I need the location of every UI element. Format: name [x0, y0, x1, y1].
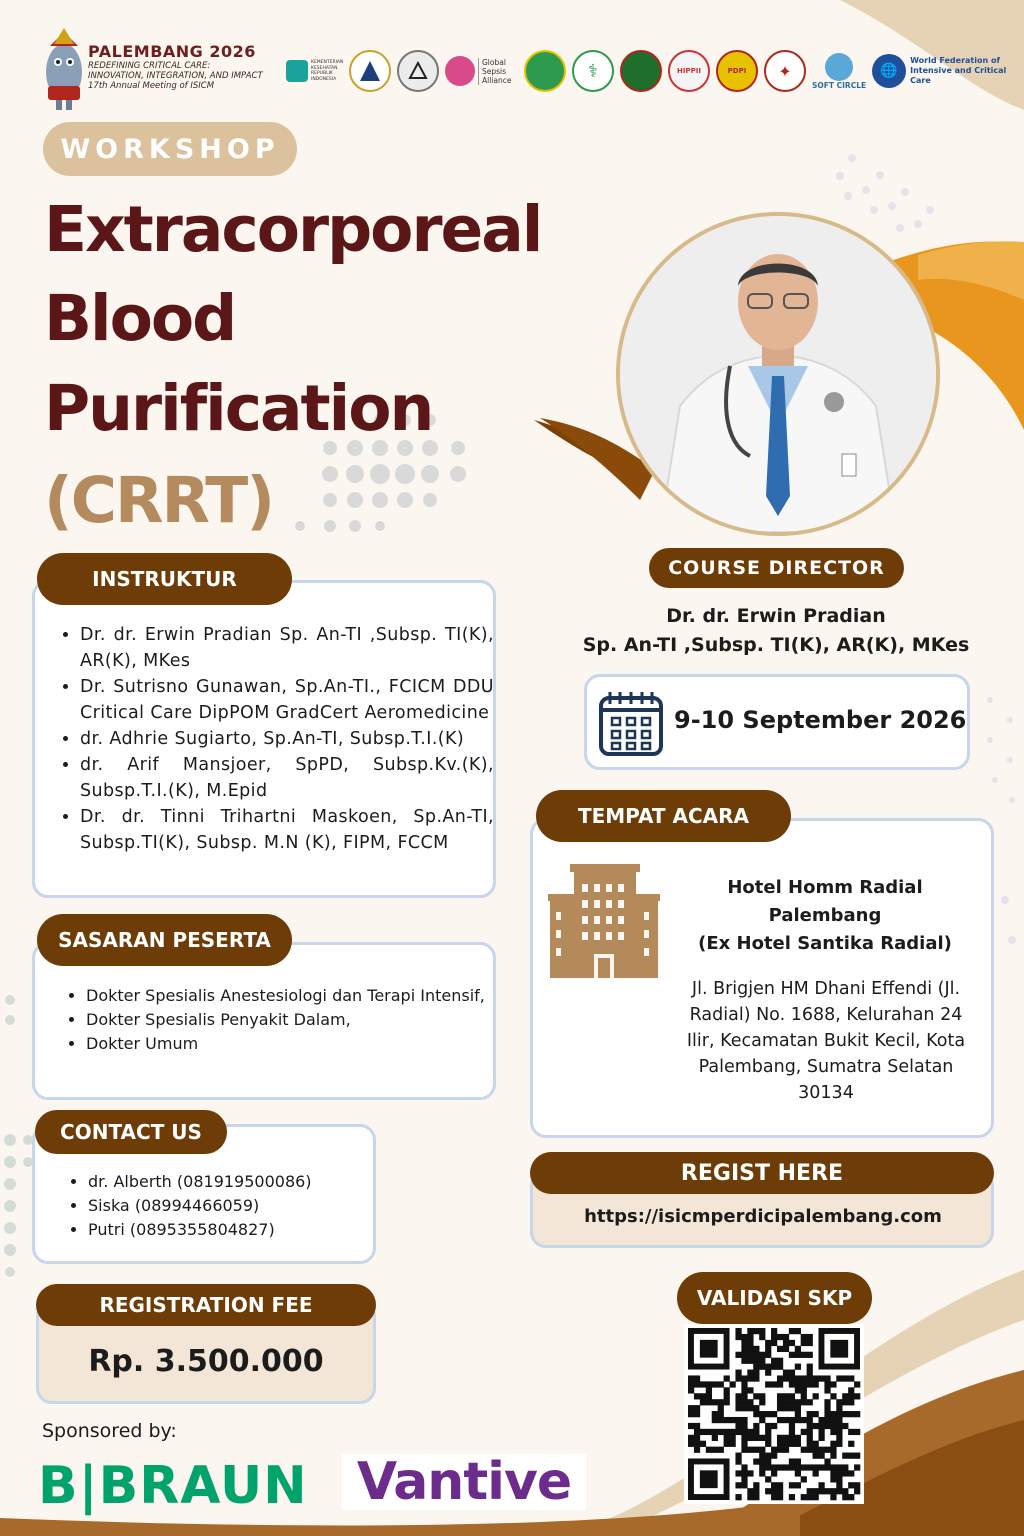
qr-code-image	[684, 1324, 864, 1504]
sasaran-tab: SASARAN PESERTA	[37, 914, 292, 966]
contact-item[interactable]: • Siska (08994466059)	[88, 1194, 388, 1218]
event-logo	[88, 42, 278, 91]
mascot-logo	[40, 26, 88, 112]
contact-tab: CONTACT US	[35, 1110, 227, 1154]
list-item: • Dokter Spesialis Penyakit Dalam,	[86, 1008, 506, 1032]
qr-code[interactable]	[684, 1324, 864, 1504]
title-line-4: (CRRT)	[44, 464, 273, 537]
validasi-skp-tab: VALIDASI SKP	[677, 1272, 872, 1324]
instruktur-list	[58, 622, 494, 856]
venue-name: Hotel Homm Radial Palembang (Ex Hotel Santika Radial)	[698, 877, 952, 954]
regist-link[interactable]: https://isicmperdicipalembang.com	[584, 1206, 942, 1227]
list-item: • Dr. Sutrisno Gunawan, Sp.An-TI., FCICM DDU Critical Care DipPOM GradCert Aeromedicine	[80, 674, 494, 726]
sasaran-list	[64, 984, 506, 1056]
list-item: • dr. Adhrie Sugiarto, Sp.An-TI, Subsp.T.I.(K)	[80, 726, 494, 752]
fee-tab: REGISTRATION FEE	[36, 1284, 376, 1326]
instruktur-tab: INSTRUKTUR	[37, 553, 292, 605]
title-line-2: Blood	[44, 282, 236, 355]
event-name: PALEMBANG 2026	[88, 42, 256, 61]
title-line-1: Extracorporeal	[44, 193, 542, 266]
vantive-logo: Vantive	[342, 1454, 586, 1510]
association-logo-2: ⚕	[572, 50, 614, 92]
list-item: • dr. Arif Mansjoer, SpPD, Subsp.Kv.(K), Subsp.T.I.(K), M.Epid	[80, 752, 494, 804]
association-logo-1	[524, 50, 566, 92]
course-director-tab: COURSE DIRECTOR	[649, 548, 904, 588]
venue-tab: TEMPAT ACARA	[536, 790, 791, 842]
event-tagline-2: INNOVATION, INTEGRATION, AND IMPACT	[88, 71, 263, 81]
list-item: • Dr. dr. Tinni Trihartni Maskoen, Sp.An-TI, Subsp.TI(K), Subsp. M.N (K), FIPM, FCCM	[80, 804, 494, 856]
event-tagline-1: REDEFINING CRITICAL CARE:	[88, 61, 211, 71]
association-logo-4: ✦	[764, 50, 806, 92]
hotel-building-icon	[548, 864, 660, 978]
list-item: • Dokter Spesialis Anestesiologi dan Terapi Intensif,	[86, 984, 506, 1008]
list-item: • Dr. dr. Erwin Pradian Sp. An-TI ,Subsp. TI(K), AR(K), MKes	[80, 622, 494, 674]
fee-amount: Rp. 3.500.000	[88, 1344, 324, 1379]
regist-tab: REGIST HERE	[530, 1152, 994, 1194]
event-date: 9-10 September 2026	[674, 706, 967, 734]
soft-circle-logo: SOFT CIRCLE	[812, 53, 866, 90]
society-logo	[397, 50, 439, 92]
hipperi-logo: HIPPII	[668, 50, 710, 92]
association-logo-3	[620, 50, 662, 92]
contact-item[interactable]: • Putri (0895355804827)	[88, 1218, 388, 1242]
workshop-label: WORKSHOP	[43, 122, 297, 176]
event-meeting: 17th Annual Meeting of ISICM	[88, 81, 215, 91]
calendar-icon	[598, 688, 664, 758]
venue-address: Jl. Brigjen HM Dhani Effendi (Jl. Radial) No. 1688, Kelurahan 24 Ilir, Kecamatan Bukit Kecil, Kota Palembang, Sumatra Selatan 30134	[686, 979, 966, 1103]
contact-item[interactable]: • dr. Alberth (081919500086)	[88, 1170, 388, 1194]
bbraun-logo: B|BRAUN	[38, 1456, 308, 1516]
kemenkes-logo: KEMENTERIAN KESEHATAN REPUBLIK INDONESIA	[286, 60, 343, 82]
global-sepsis-logo: Global Sepsis Alliance	[445, 56, 518, 86]
perdici-logo	[349, 50, 391, 92]
pdpi-logo: PDPI	[716, 50, 758, 92]
partner-logos	[286, 50, 1016, 92]
list-item: • Dokter Umum	[86, 1032, 506, 1056]
sponsored-label: Sponsored by:	[42, 1420, 177, 1442]
contact-list	[66, 1170, 388, 1242]
wfic-logo: 🌐 World Federation of Intensive and Critical Care	[872, 54, 1016, 88]
title-line-3: Purification	[44, 372, 433, 445]
director-photo	[616, 212, 940, 536]
director-name: Dr. dr. Erwin Pradian Sp. An-TI ,Subsp. TI(K), AR(K), MKes	[582, 605, 970, 656]
